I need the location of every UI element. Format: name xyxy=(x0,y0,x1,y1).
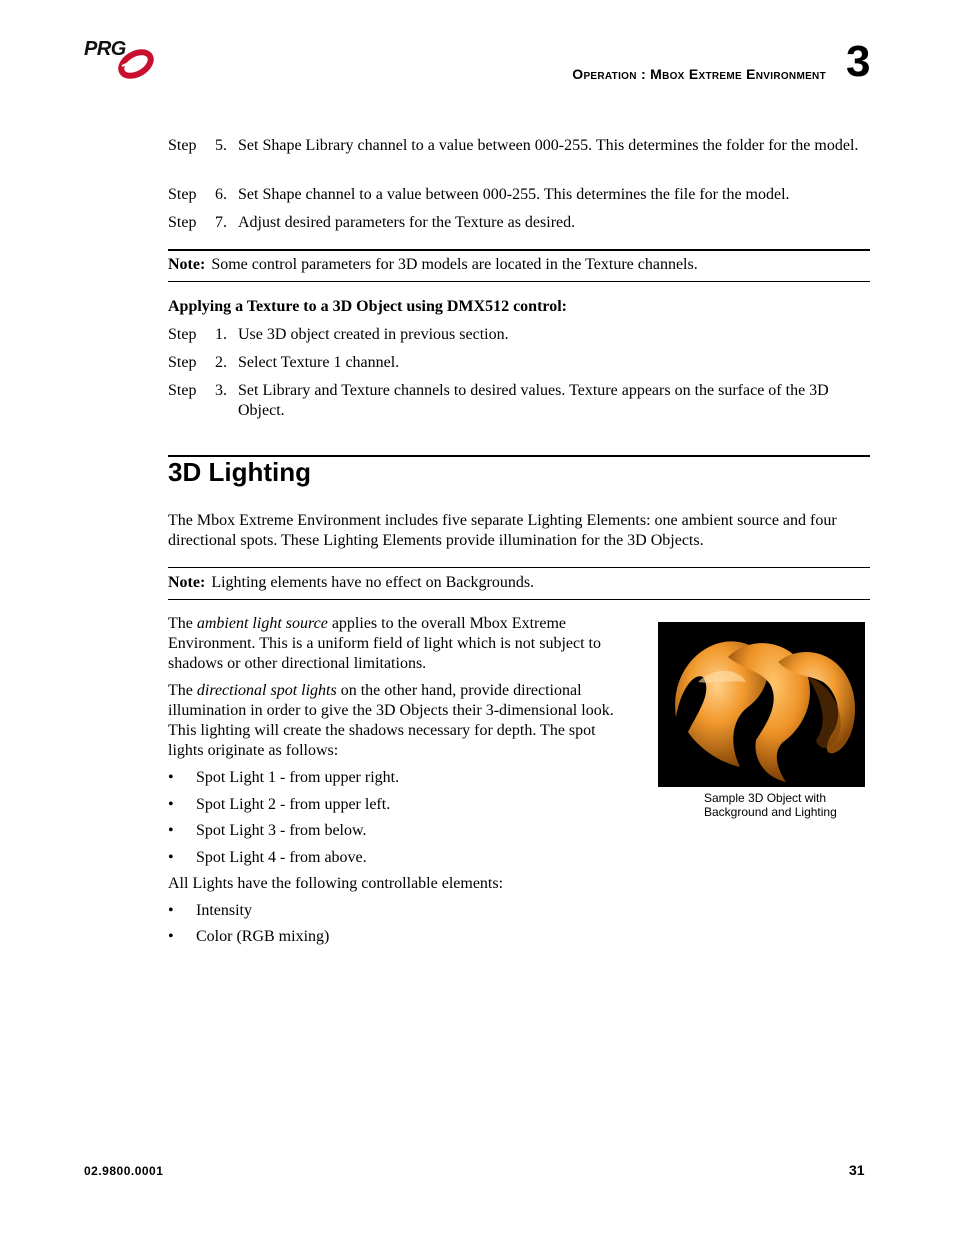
para-text: on the other hand, provide directional illumination in order to give the 3D Objects their 3-dimensional look. This lighting will create the shadows necessary for depth. The spot lights originate as follows: xyxy=(168,682,614,759)
page-number: 31 xyxy=(849,1162,865,1178)
doc-number: 02.9800.0001 xyxy=(84,1164,164,1178)
para-text: The xyxy=(168,682,197,699)
note-text: Lighting elements have no effect on Backgrounds. xyxy=(211,574,535,591)
logo-text: PRG xyxy=(84,38,126,60)
bullet-icon: • xyxy=(168,796,174,813)
subheading: Applying a Texture to a 3D Object using DMX512 control: xyxy=(168,298,567,315)
step-5 xyxy=(168,136,868,176)
header-title: Operation : Mbox Extreme Environment xyxy=(572,66,826,82)
intro-paragraph: The Mbox Extreme Environment includes five separate Lighting Elements: one ambient source and four directional spots. These Lighting Elements provide illumination for the 3D Objects. xyxy=(168,512,837,549)
bullet-icon: • xyxy=(168,902,174,919)
step-label: Step xyxy=(168,214,197,231)
list-item-text: Spot Light 1 - from upper right. xyxy=(196,769,400,786)
logo-swoosh-icon xyxy=(114,44,158,80)
step-label: Step xyxy=(168,326,197,343)
step-number: 5. xyxy=(215,137,227,154)
para-text: applies to the overall Mbox Extreme Environment. This is a uniform field of light which is not subject to shadows or other directional limitations. xyxy=(168,615,601,672)
figure-caption xyxy=(704,791,837,819)
note-label: Note: xyxy=(168,256,206,273)
step-number: 1. xyxy=(215,326,227,343)
all-lights-paragraph: All Lights have the following controllable elements: xyxy=(168,875,504,892)
bullet-icon: • xyxy=(168,849,174,866)
note-box xyxy=(168,255,870,275)
term-directional: directional spot lights xyxy=(196,682,337,699)
note-rule-top xyxy=(168,249,870,251)
term-ambient: ambient light source xyxy=(196,615,328,632)
chapter-number: 3 xyxy=(846,37,871,86)
step-7 xyxy=(168,213,868,233)
step-text: Set Shape Library channel to a value between 000-255. This determines the folder for the model. xyxy=(238,137,859,154)
list-item-text: Spot Light 3 - from below. xyxy=(196,822,367,839)
bullet-icon: • xyxy=(168,928,174,945)
note-text: Some control parameters for 3D models are located in the Texture channels. xyxy=(211,256,698,273)
sample-3d-object-image xyxy=(658,622,865,787)
prg-logo xyxy=(84,38,158,82)
list-item-text: Intensity xyxy=(196,902,252,919)
caption-line: Sample 3D Object with xyxy=(704,791,827,805)
ambient-paragraph xyxy=(168,614,623,674)
step-text: Set Library and Texture channels to desired values. Texture appears on the surface of the 3D Object. xyxy=(238,382,829,419)
step-text: Adjust desired parameters for the Texture as desired. xyxy=(238,214,576,231)
step-label: Step xyxy=(168,382,197,399)
step-6 xyxy=(168,185,868,205)
step-label: Step xyxy=(168,186,197,203)
list-item-text: Spot Light 2 - from upper left. xyxy=(196,796,391,813)
note-rule-bottom xyxy=(168,281,870,282)
bullet-icon: • xyxy=(168,822,174,839)
note-box xyxy=(168,573,870,593)
caption-line: Background and Lighting xyxy=(704,805,837,819)
step-text: Use 3D object created in previous section. xyxy=(238,326,509,343)
directional-paragraph xyxy=(168,681,623,761)
step-number: 6. xyxy=(215,186,227,203)
section-title: 3D Lighting xyxy=(168,457,311,487)
step-3 xyxy=(168,381,868,421)
step-number: 7. xyxy=(215,214,227,231)
step-text: Set Shape channel to a value between 000-255. This determines the file for the model. xyxy=(238,186,790,203)
running-header xyxy=(572,66,826,82)
orange-3d-object-icon xyxy=(658,622,865,787)
step-2 xyxy=(168,353,868,373)
list-item-text: Color (RGB mixing) xyxy=(196,928,330,945)
bullet-icon: • xyxy=(168,769,174,786)
note-label: Note: xyxy=(168,574,206,591)
step-number: 2. xyxy=(215,354,227,371)
para-text: The xyxy=(168,615,197,632)
list-item-text: Spot Light 4 - from above. xyxy=(196,849,367,866)
step-1 xyxy=(168,325,868,345)
step-number: 3. xyxy=(215,382,227,399)
note-rule-top xyxy=(168,567,870,568)
step-label: Step xyxy=(168,354,197,371)
step-label: Step xyxy=(168,137,197,154)
note-rule-bottom xyxy=(168,599,870,600)
step-text: Select Texture 1 channel. xyxy=(238,354,400,371)
